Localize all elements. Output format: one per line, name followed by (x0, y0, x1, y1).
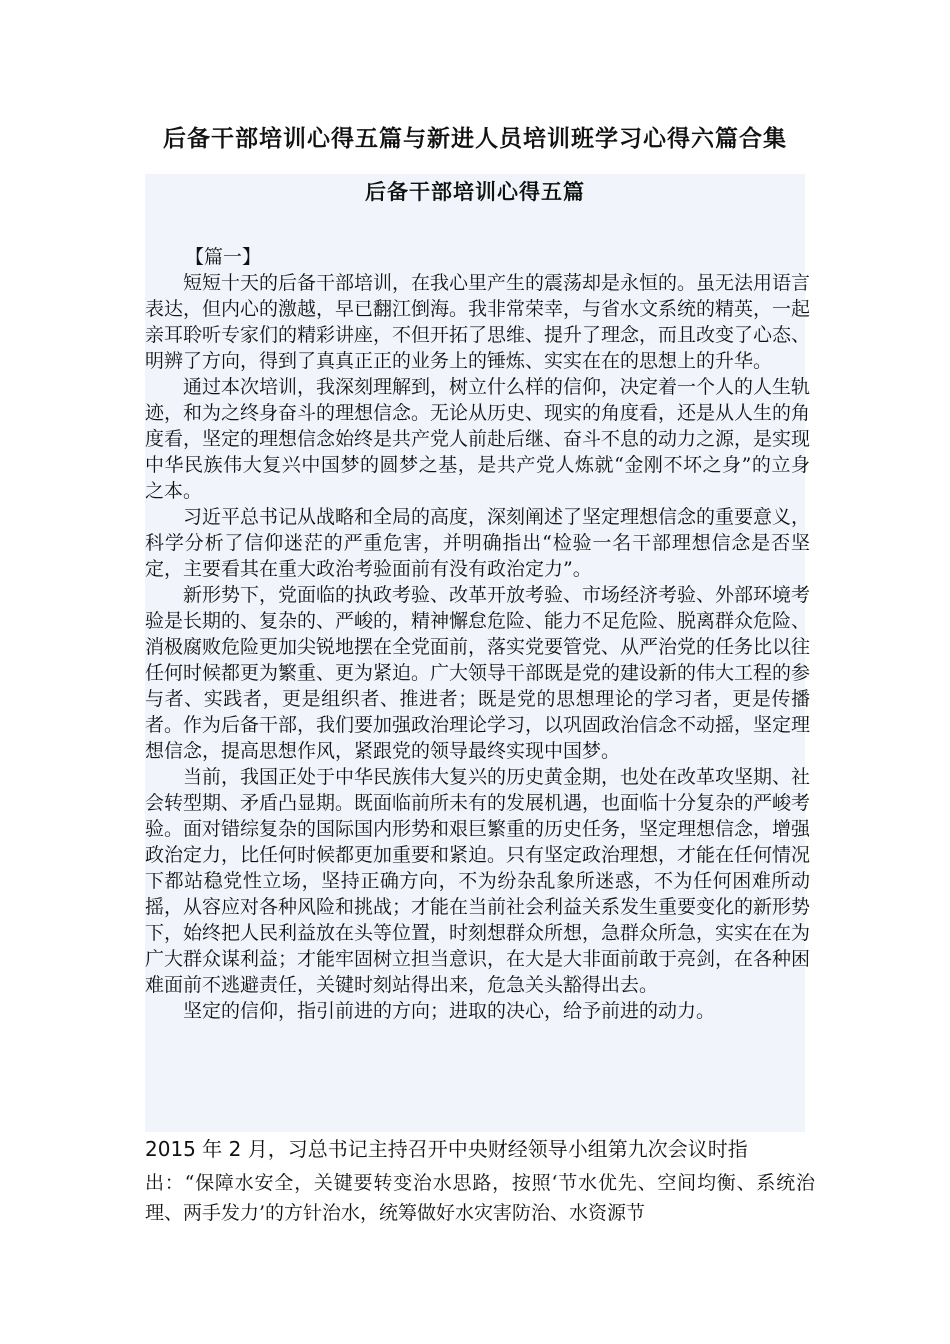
paragraph: 新形势下，党面临的执政考验、改革开放考验、市场经济考验、外部环境考验是长期的、复杂的、严峻的，精神懈怠危险、能力不足危险、脱离群众危险、消极腐败危险更加尖锐地摆在全党面前，落实党要管党、从严治党的任务比以往任何时候都更为繁重、更为紧迫。广大领导干部既是党的建设新的伟大工程的参与者、实践者，更是组织者、推进者；既是党的思想理论的学习者，更是传播者。作为后备干部，我们要加强政治理论学习，以巩固政治信念不动摇，坚定理想信念，提高思想作风，紧跟党的领导最终实现中国梦。 (145, 584, 811, 762)
document-body (145, 244, 810, 1024)
document-tail (145, 1130, 815, 1228)
paragraph: 坚定的信仰，指引前进的方向；进取的决心，给予前进的动力。 (183, 1000, 716, 1022)
paragraph: 短短十天的后备干部培训，在我心里产生的震荡却是永恒的。虽无法用语言表达，但内心的激越，早已翻江倒海。我非常荣幸，与省水文系统的精英，一起亲耳聆听专家们的精彩讲座，不但开拓了思维、提升了理念，而且改变了心态、明辨了方向，得到了真真正正的业务上的锤炼、实实在在的思想上的升华。 (145, 272, 811, 372)
section-label: 【篇一】 (185, 246, 262, 268)
paragraph: 当前，我国正处于中华民族伟大复兴的历史黄金期，也处在改革攻坚期、社会转型期、矛盾凸显期。既面临前所未有的发展机遇，也面临十分复杂的严峻考验。面对错综复杂的国际国内形势和艰巨繁重的历史任务，坚定理想信念，增强政治定力，比任何时候都更加重要和紧迫。只有坚定政治理想，才能在任何情况下都站稳党性立场，坚持正确方向，不为纷杂乱象所迷惑，不为任何困难所动摇，从容应对各种风险和挑战；才能在当前社会利益关系发生重要变化的新形势下，始终把人民利益放在头等位置，时刻想群众所想，急群众所急，实实在在为广大群众谋利益；才能牢固树立担当意识，在大是大非面前敢于亮剑，在各种困难面前不逃避责任，关键时刻站得出来，危急关头豁得出去。 (145, 766, 811, 996)
paragraph-lead: 2015 年 2 月，习总书记主持召开中央财经领导小组第九次会议时指 (145, 1137, 748, 1161)
section-heading: 后备干部培训心得五篇 (365, 180, 585, 204)
paragraph: 出：“保障水安全，关键要转变治水思路，按照‘节水优先、空间均衡、系统治理、两手发力’的方针治水，统筹做好水灾害防治、水资源节 (145, 1172, 815, 1224)
paragraph: 通过本次培训，我深刻理解到，树立什么样的信仰，决定着一个人的人生轨迹，和为之终身奋斗的理想信念。无论从历史、现实的角度看，还是从人生的角度看，坚定的理想信念始终是共产党人前赴后继、奋斗不息的动力之源，是实现中华民族伟大复兴中国梦的圆梦之基，是共产党人炼就“金刚不坏之身”的立身之本。 (145, 376, 811, 502)
document-title: 后备干部培训心得五篇与新进人员培训班学习心得六篇合集 (163, 126, 787, 152)
paragraph: 习近平总书记从战略和全局的高度，深刻阐述了坚定理想信念的重要意义，科学分析了信仰迷茫的严重危害，并明确指出“检验一名干部理想信念是否坚定，主要看其在重大政治考验面前有没有政治定力”。 (145, 506, 811, 580)
